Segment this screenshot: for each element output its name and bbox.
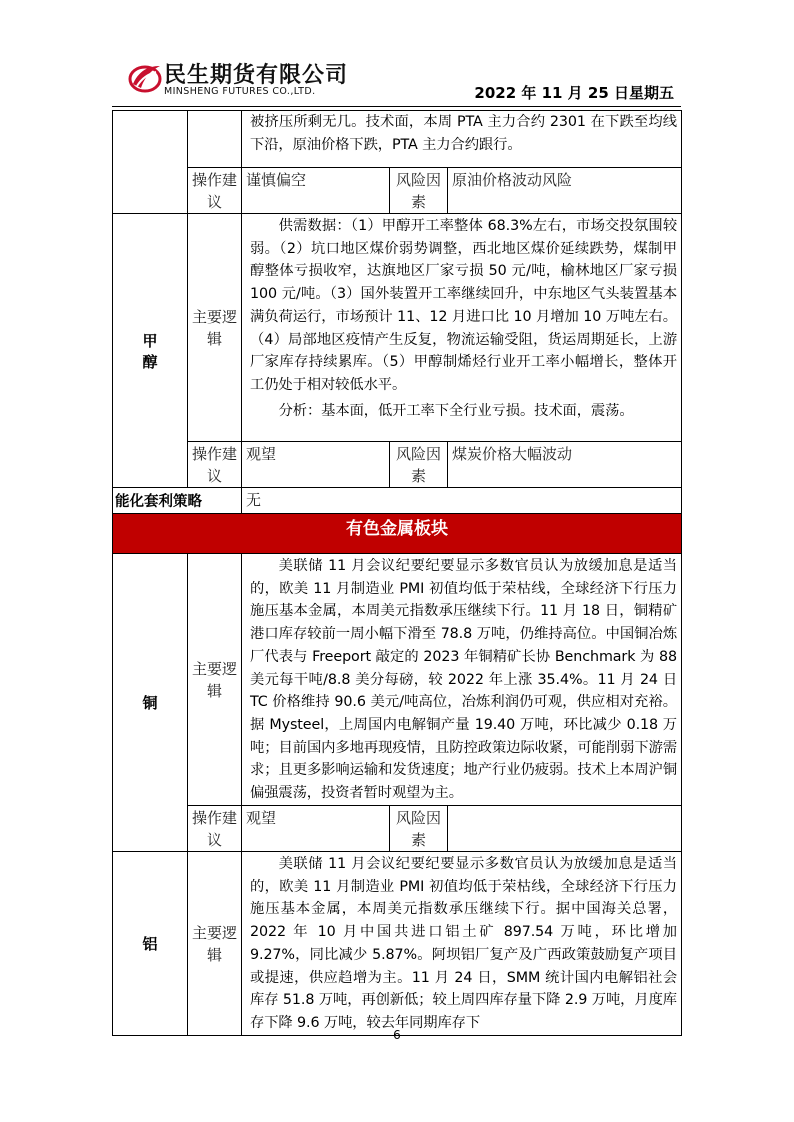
methanol-risk-label: 风险因素 (390, 442, 448, 488)
copper-advice-value: 观望 (242, 806, 390, 852)
methanol-analysis-paragraph: 分析：基本面，低开工率下全行业亏损。技术面，震荡。 (278, 402, 634, 419)
pta-logic-cell (242, 111, 682, 168)
copper-logic-label: 主要逻辑 (188, 554, 242, 806)
pta-risk-label: 风险因素 (390, 168, 448, 214)
copper-advice-row (113, 806, 682, 852)
report-table (112, 110, 682, 1036)
methanol-logic-cell (242, 214, 682, 442)
pta-advice-label: 操作建议 (188, 168, 242, 214)
pta-advice-value: 谨慎偏空 (242, 168, 390, 214)
company-logo (128, 58, 360, 100)
page-number: 6 (393, 1028, 401, 1042)
aluminum-logic-label: 主要逻辑 (188, 852, 242, 1036)
section-title: 有色金属板块 (113, 514, 682, 554)
aluminum-category: 铝 (113, 852, 188, 1036)
copper-risk-label: 风险因素 (390, 806, 448, 852)
methanol-logic-label: 主要逻辑 (188, 214, 242, 442)
section-header-row (113, 514, 682, 554)
copper-logic-paragraph: 美联储 11 月会议纪要纪要显示多数官员认为放缓加息是适当的，欧美 11 月制造业 PMI 初值均低于荣枯线，全球经济下行压力施压基本金属，本周美元指数承压继续下行。11 月 18 日，铜精矿港口库存较前一周小幅下滑至 78.8 万吨，仍维持高位。中国铜冶炼厂代表与 Freeport 敲定的 2023 年铜精矿长协 Benchmark 为 88 美元每干吨/8.8 美分每磅，较 2022 年上涨 35.4%。11 月 24 日 TC 价格维持 90.6 美元/吨高位，冶炼利润仍可观，供应相对充裕。据 Mysteel，上周国内电解铜产量 19.40 万吨，环比减少 0.18 万吨；目前国内多地再现疫情，且防控政策边际收紧，可能削弱下游需求；且更多影响运输和发货速度；地产行业仍疲弱。技术上本周沪铜偏强震荡，投资者暂时观望为主。 (250, 558, 678, 802)
aluminum-logic-cell (242, 852, 682, 1036)
methanol-advice-value: 观望 (242, 442, 390, 488)
copper-advice-label: 操作建议 (188, 806, 242, 852)
methanol-logic-paragraph: 供需数据：（1）甲醇开工率整体 68.3%左右，市场交投氛围较弱。（2）坑口地区煤价弱势调整，西北地区煤价延续跌势，煤制甲醇整体亏损收窄，达旗地区厂家亏损 50 元/吨，榆林地区厂家亏损 100 元/吨。（3）国外装置开工率继续回升，中东地区气头装置基本满负荷运行，市场预计 11、12 月进口比 10 月增加 10 万吨左右。（4）局部地区疫情产生反复，物流运输受阻，货运周期延长，上游厂家库存持续累库。（5）甲醇制烯烃行业开工率小幅增长，整体开工仍处于相对较低水平。 (250, 218, 678, 393)
logo-english-name: MINSHENG FUTURES CO.,LTD. (164, 86, 316, 97)
page-header (0, 0, 794, 110)
pta-logic-row (113, 111, 682, 168)
report-date: 2022 年 11 月 25 日星期五 (474, 84, 674, 102)
copper-risk-value (448, 806, 682, 852)
pta-risk-value: 原油价格波动风险 (448, 168, 682, 214)
methanol-advice-row (113, 442, 682, 488)
logo-chinese-name: 民生期货有限公司 (164, 63, 349, 88)
pta-category-cell (113, 111, 188, 214)
methanol-category: 甲 醇 (113, 214, 188, 488)
methanol-logic-row (113, 214, 682, 442)
methanol-advice-label: 操作建议 (188, 442, 242, 488)
arbitrage-label: 能化套利策略 (113, 488, 242, 514)
minsheng-logo-icon (128, 60, 162, 94)
arbitrage-value: 无 (242, 488, 682, 514)
aluminum-logic-paragraph: 美联储 11 月会议纪要纪要显示多数官员认为放缓加息是适当的，欧美 11 月制造业 PMI 初值均低于荣枯线，全球经济下行压力施压基本金属，本周美元指数承压继续下行。据中国海关总署，2022 年 10 月中国共进口铝土矿 897.54 万吨，环比增加 9.27%，同比减少 5.87%。阿坝铝厂复产及广西政策鼓励复产项目或提速，供应趋增为主。11 月 24 日，SMM 统计国内电解铝社会库存 51.8 万吨，再创新低；较上周四库存量下降 2.9 万吨，月度库存下降 9.6 万吨，较去年同期库存下 (250, 856, 678, 1031)
aluminum-logic-row (113, 852, 682, 1036)
pta-advice-row (113, 168, 682, 214)
header-divider (112, 106, 681, 107)
pta-logic-label-cell (188, 111, 242, 168)
pta-logic-text: 被挤压所剩无几。技术面，本周 PTA 主力合约 2301 在下跌至均线下沿，原油价格下跌，PTA 主力合约跟行。 (250, 114, 678, 153)
methanol-risk-value: 煤炭价格大幅波动 (448, 442, 682, 488)
copper-category: 铜 (113, 554, 188, 852)
copper-logic-cell (242, 554, 682, 806)
arbitrage-row (113, 488, 682, 514)
copper-logic-row (113, 554, 682, 806)
